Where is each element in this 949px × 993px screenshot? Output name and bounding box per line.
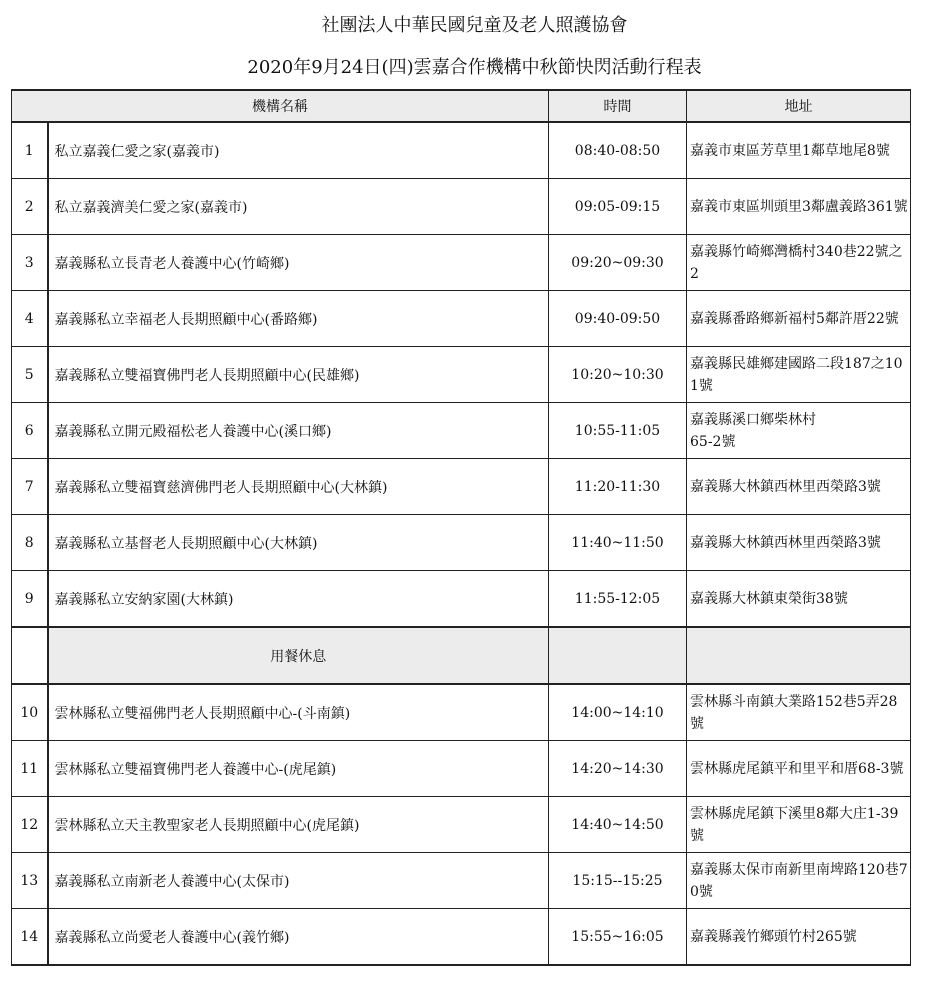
institution-name: 嘉義縣私立基督老人長期照顧中心(大林鎮): [48, 515, 549, 571]
visit-time: 14:40~14:50: [549, 797, 687, 853]
address: 嘉義縣太保市南新里南埤路120巷70號: [687, 853, 911, 909]
table-row: [12, 403, 911, 459]
institution-name: 嘉義縣私立開元殿福松老人養護中心(溪口鄉): [48, 403, 549, 459]
row-number: 14: [12, 909, 48, 966]
institution-name: 嘉義縣私立雙福寶佛門老人長期照顧中心(民雄鄉): [48, 347, 549, 403]
table-row: [12, 235, 911, 291]
break-time-empty: [549, 627, 687, 684]
break-address-empty: [687, 627, 911, 684]
row-number-empty: [12, 627, 48, 684]
visit-time: 09:20~09:30: [549, 235, 687, 291]
institution-name: 雲林縣私立雙福佛門老人長期照顧中心-(斗南鎮): [48, 684, 549, 741]
visit-time: 10:55-11:05: [549, 403, 687, 459]
column-header-time: 時間: [549, 90, 687, 122]
visit-time: 14:20~14:30: [549, 741, 687, 797]
row-number: 9: [12, 571, 48, 628]
address: 嘉義縣番路鄉新福村5鄰許厝22號: [687, 291, 911, 347]
institution-name: 私立嘉義仁愛之家(嘉義市): [48, 122, 549, 179]
address: 嘉義市東區圳頭里3鄰盧義路361號: [687, 179, 911, 235]
row-number: 11: [12, 741, 48, 797]
address: 雲林縣虎尾鎮平和里平和厝68-3號: [687, 741, 911, 797]
table-row: [12, 122, 911, 179]
document-title: 2020年9月24日(四)雲嘉合作機構中秋節快閃活動行程表: [247, 57, 702, 78]
row-number: 7: [12, 459, 48, 515]
address: 嘉義縣大林鎮東榮街38號: [687, 571, 911, 628]
table-row: [12, 459, 911, 515]
row-number: 5: [12, 347, 48, 403]
address: 雲林縣斗南鎮大業路152巷5弄28號: [687, 684, 911, 741]
table-row: [12, 179, 911, 235]
table-row: [12, 515, 911, 571]
column-header-institution: 機構名稱: [12, 90, 549, 122]
institution-name: 嘉義縣私立雙福寶慈濟佛門老人長期照顧中心(大林鎮): [48, 459, 549, 515]
institution-name: 嘉義縣私立南新老人養護中心(太保市): [48, 853, 549, 909]
institution-name: 雲林縣私立雙福寶佛門老人養護中心-(虎尾鎮): [48, 741, 549, 797]
visit-time: 09:40-09:50: [549, 291, 687, 347]
table-row: [12, 797, 911, 853]
row-number: 10: [12, 684, 48, 741]
institution-name: 嘉義縣私立長青老人養護中心(竹崎鄉): [48, 235, 549, 291]
row-number: 1: [12, 122, 48, 179]
table-row: [12, 853, 911, 909]
address: 嘉義縣竹崎鄉灣橋村340巷22號之2: [687, 235, 911, 291]
schedule-rows-morning: [12, 122, 911, 627]
column-header-address: 地址: [687, 90, 911, 122]
row-number: 8: [12, 515, 48, 571]
row-number: 4: [12, 291, 48, 347]
table-header-row: [12, 90, 911, 122]
table-row: [12, 741, 911, 797]
institution-name: 嘉義縣私立幸福老人長期照顧中心(番路鄉): [48, 291, 549, 347]
table-row: [12, 291, 911, 347]
institution-name: 私立嘉義濟美仁愛之家(嘉義市): [48, 179, 549, 235]
table-row: [12, 909, 911, 966]
address: 嘉義縣民雄鄉建國路二段187之101號: [687, 347, 911, 403]
table-row: [12, 347, 911, 403]
schedule-rows-afternoon: [12, 684, 911, 965]
organization-title: 社團法人中華民國兒童及老人照護協會: [321, 15, 628, 36]
address: 嘉義縣大林鎮西林里西榮路3號: [687, 459, 911, 515]
visit-time: 15:55~16:05: [549, 909, 687, 966]
visit-time: 15:15--15:25: [549, 853, 687, 909]
row-number: 12: [12, 797, 48, 853]
row-number: 3: [12, 235, 48, 291]
visit-time: 11:20-11:30: [549, 459, 687, 515]
lunch-break-label: 用餐休息: [48, 627, 549, 684]
visit-time: 11:55-12:05: [549, 571, 687, 628]
visit-time: 09:05-09:15: [549, 179, 687, 235]
visit-time: 11:40~11:50: [549, 515, 687, 571]
address: 嘉義縣義竹鄉頭竹村265號: [687, 909, 911, 966]
lunch-break-row: [12, 627, 911, 684]
row-number: 2: [12, 179, 48, 235]
table-row: [12, 684, 911, 741]
institution-name: 雲林縣私立天主教聖家老人長期照顧中心(虎尾鎮): [48, 797, 549, 853]
address: 嘉義縣溪口鄉柴林村 65-2號: [687, 403, 911, 459]
visit-time: 10:20~10:30: [549, 347, 687, 403]
institution-name: 嘉義縣私立尚愛老人養護中心(義竹鄉): [48, 909, 549, 966]
address: 嘉義市東區芳草里1鄰草地尾8號: [687, 122, 911, 179]
visit-time: 14:00~14:10: [549, 684, 687, 741]
row-number: 6: [12, 403, 48, 459]
institution-name: 嘉義縣私立安納家園(大林鎮): [48, 571, 549, 628]
schedule-table: [11, 89, 911, 966]
row-number: 13: [12, 853, 48, 909]
lunch-break-section: [12, 627, 911, 684]
address: 嘉義縣大林鎮西林里西榮路3號: [687, 515, 911, 571]
visit-time: 08:40-08:50: [549, 122, 687, 179]
address: 雲林縣虎尾鎮下溪里8鄰大庄1-39號: [687, 797, 911, 853]
table-row: [12, 571, 911, 628]
